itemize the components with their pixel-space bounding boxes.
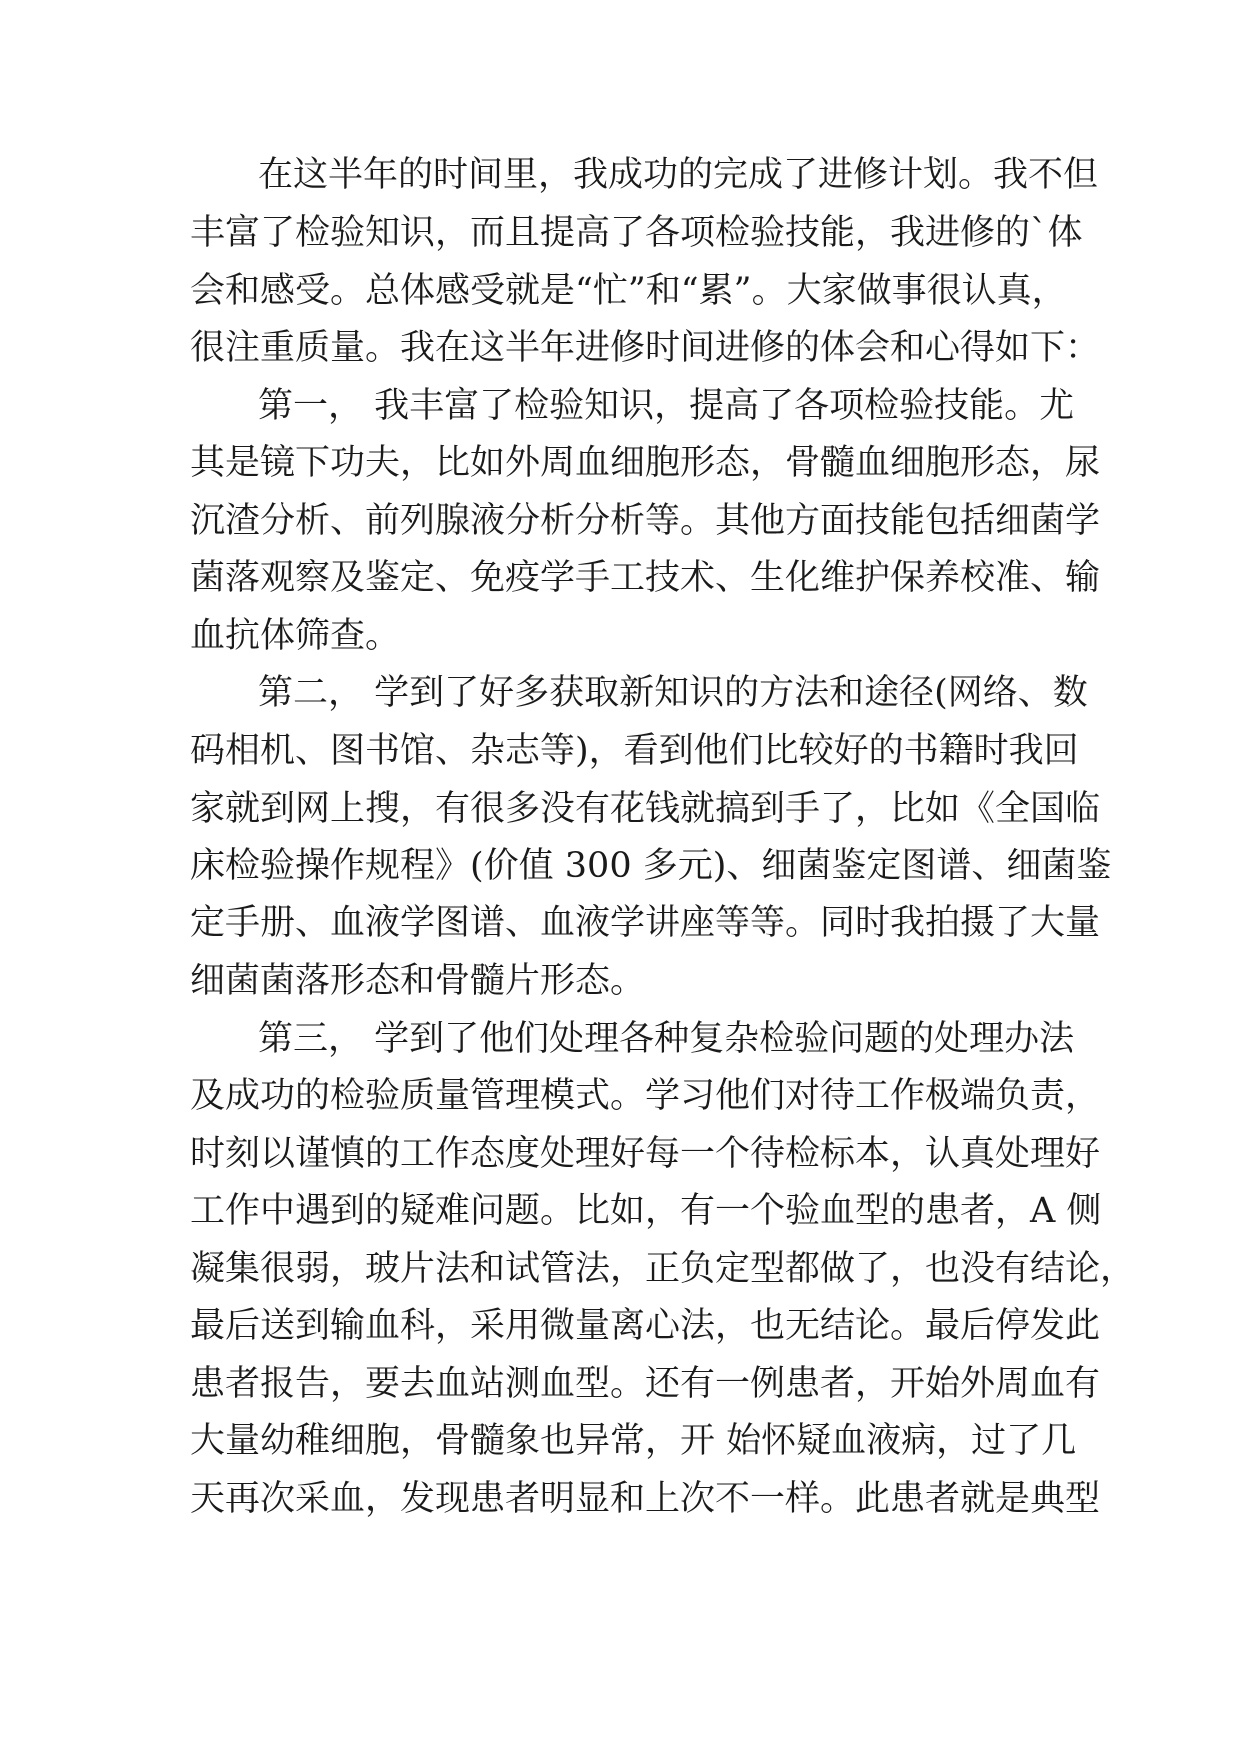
paragraph-4-line-1: 第三， 学到了他们处理各种复杂检验问题的处理办法 — [258, 1019, 1075, 1059]
paragraph-3-line-3: 家就到网上搜，有很多没有花钱就搞到手了，比如《全国临 — [190, 789, 1101, 829]
paragraph-1-line-1: 在这半年的时间里，我成功的完成了进修计划。我不但 — [258, 155, 1099, 195]
paragraph-4-line-4: 工作中遇到的疑难问题。比如，有一个验血型的患者，A 侧 — [190, 1191, 1102, 1231]
paragraph-4-line-6: 最后送到输血科，采用微量离心法，也无结论。最后停发此 — [190, 1306, 1101, 1346]
paragraph-1-line-4: 很注重质量。我在这半年进修时间进修的体会和心得如下： — [190, 328, 1101, 368]
paragraph-3-line-2: 码相机、图书馆、杂志等)，看到他们比较好的书籍时我回 — [190, 731, 1079, 771]
paragraph-3-line-4: 床检验操作规程》(价值 300 多元)、细菌鉴定图谱、细菌鉴 — [190, 846, 1112, 886]
paragraph-2-line-1: 第一， 我丰富了检验知识，提高了各项检验技能。尤 — [258, 386, 1075, 426]
paragraph-4-line-7: 患者报告，要去血站测血型。还有一例患者，开始外周血有 — [190, 1364, 1101, 1404]
paragraph-4-line-8: 大量幼稚细胞，骨髓象也异常，开 始怀疑血液病，过了几 — [190, 1421, 1077, 1461]
paragraph-4-line-3: 时刻以谨慎的工作态度处理好每一个待检标本，认真处理好 — [190, 1134, 1101, 1174]
paragraph-4-line-5: 凝集很弱，玻片法和试管法，正负定型都做了，也没有结论， — [190, 1249, 1136, 1289]
paragraph-3-line-5: 定手册、血液学图谱、血液学讲座等等。同时我拍摄了大量 — [190, 903, 1101, 943]
paragraph-1-line-3: 会和感受。总体感受就是“忙”和“累”。大家做事很认真， — [190, 271, 1067, 311]
paragraph-3-line-6: 细菌菌落形态和骨髓片形态。 — [190, 961, 646, 1001]
paragraph-2-line-4: 菌落观察及鉴定、免疫学手工技术、生化维护保养校准、输 — [190, 558, 1101, 598]
paragraph-1-line-2: 丰富了检验知识，而且提高了各项检验技能，我进修的`体 — [190, 213, 1083, 253]
paragraph-2-line-5: 血抗体筛查。 — [190, 616, 401, 656]
paragraph-4-line-9: 天再次采血，发现患者明显和上次不一样。此患者就是典型 — [190, 1479, 1101, 1519]
paragraph-2-line-3: 沉渣分析、前列腺液分析分析等。其他方面技能包括细菌学 — [190, 501, 1101, 541]
paragraph-2-line-2: 其是镜下功夫，比如外周血细胞形态，骨髓血细胞形态，尿 — [190, 443, 1101, 483]
paragraph-4-line-2: 及成功的检验质量管理模式。学习他们对待工作极端负责， — [190, 1076, 1101, 1116]
paragraph-3-line-1: 第二， 学到了好多获取新知识的方法和途径(网络、数 — [258, 673, 1088, 713]
